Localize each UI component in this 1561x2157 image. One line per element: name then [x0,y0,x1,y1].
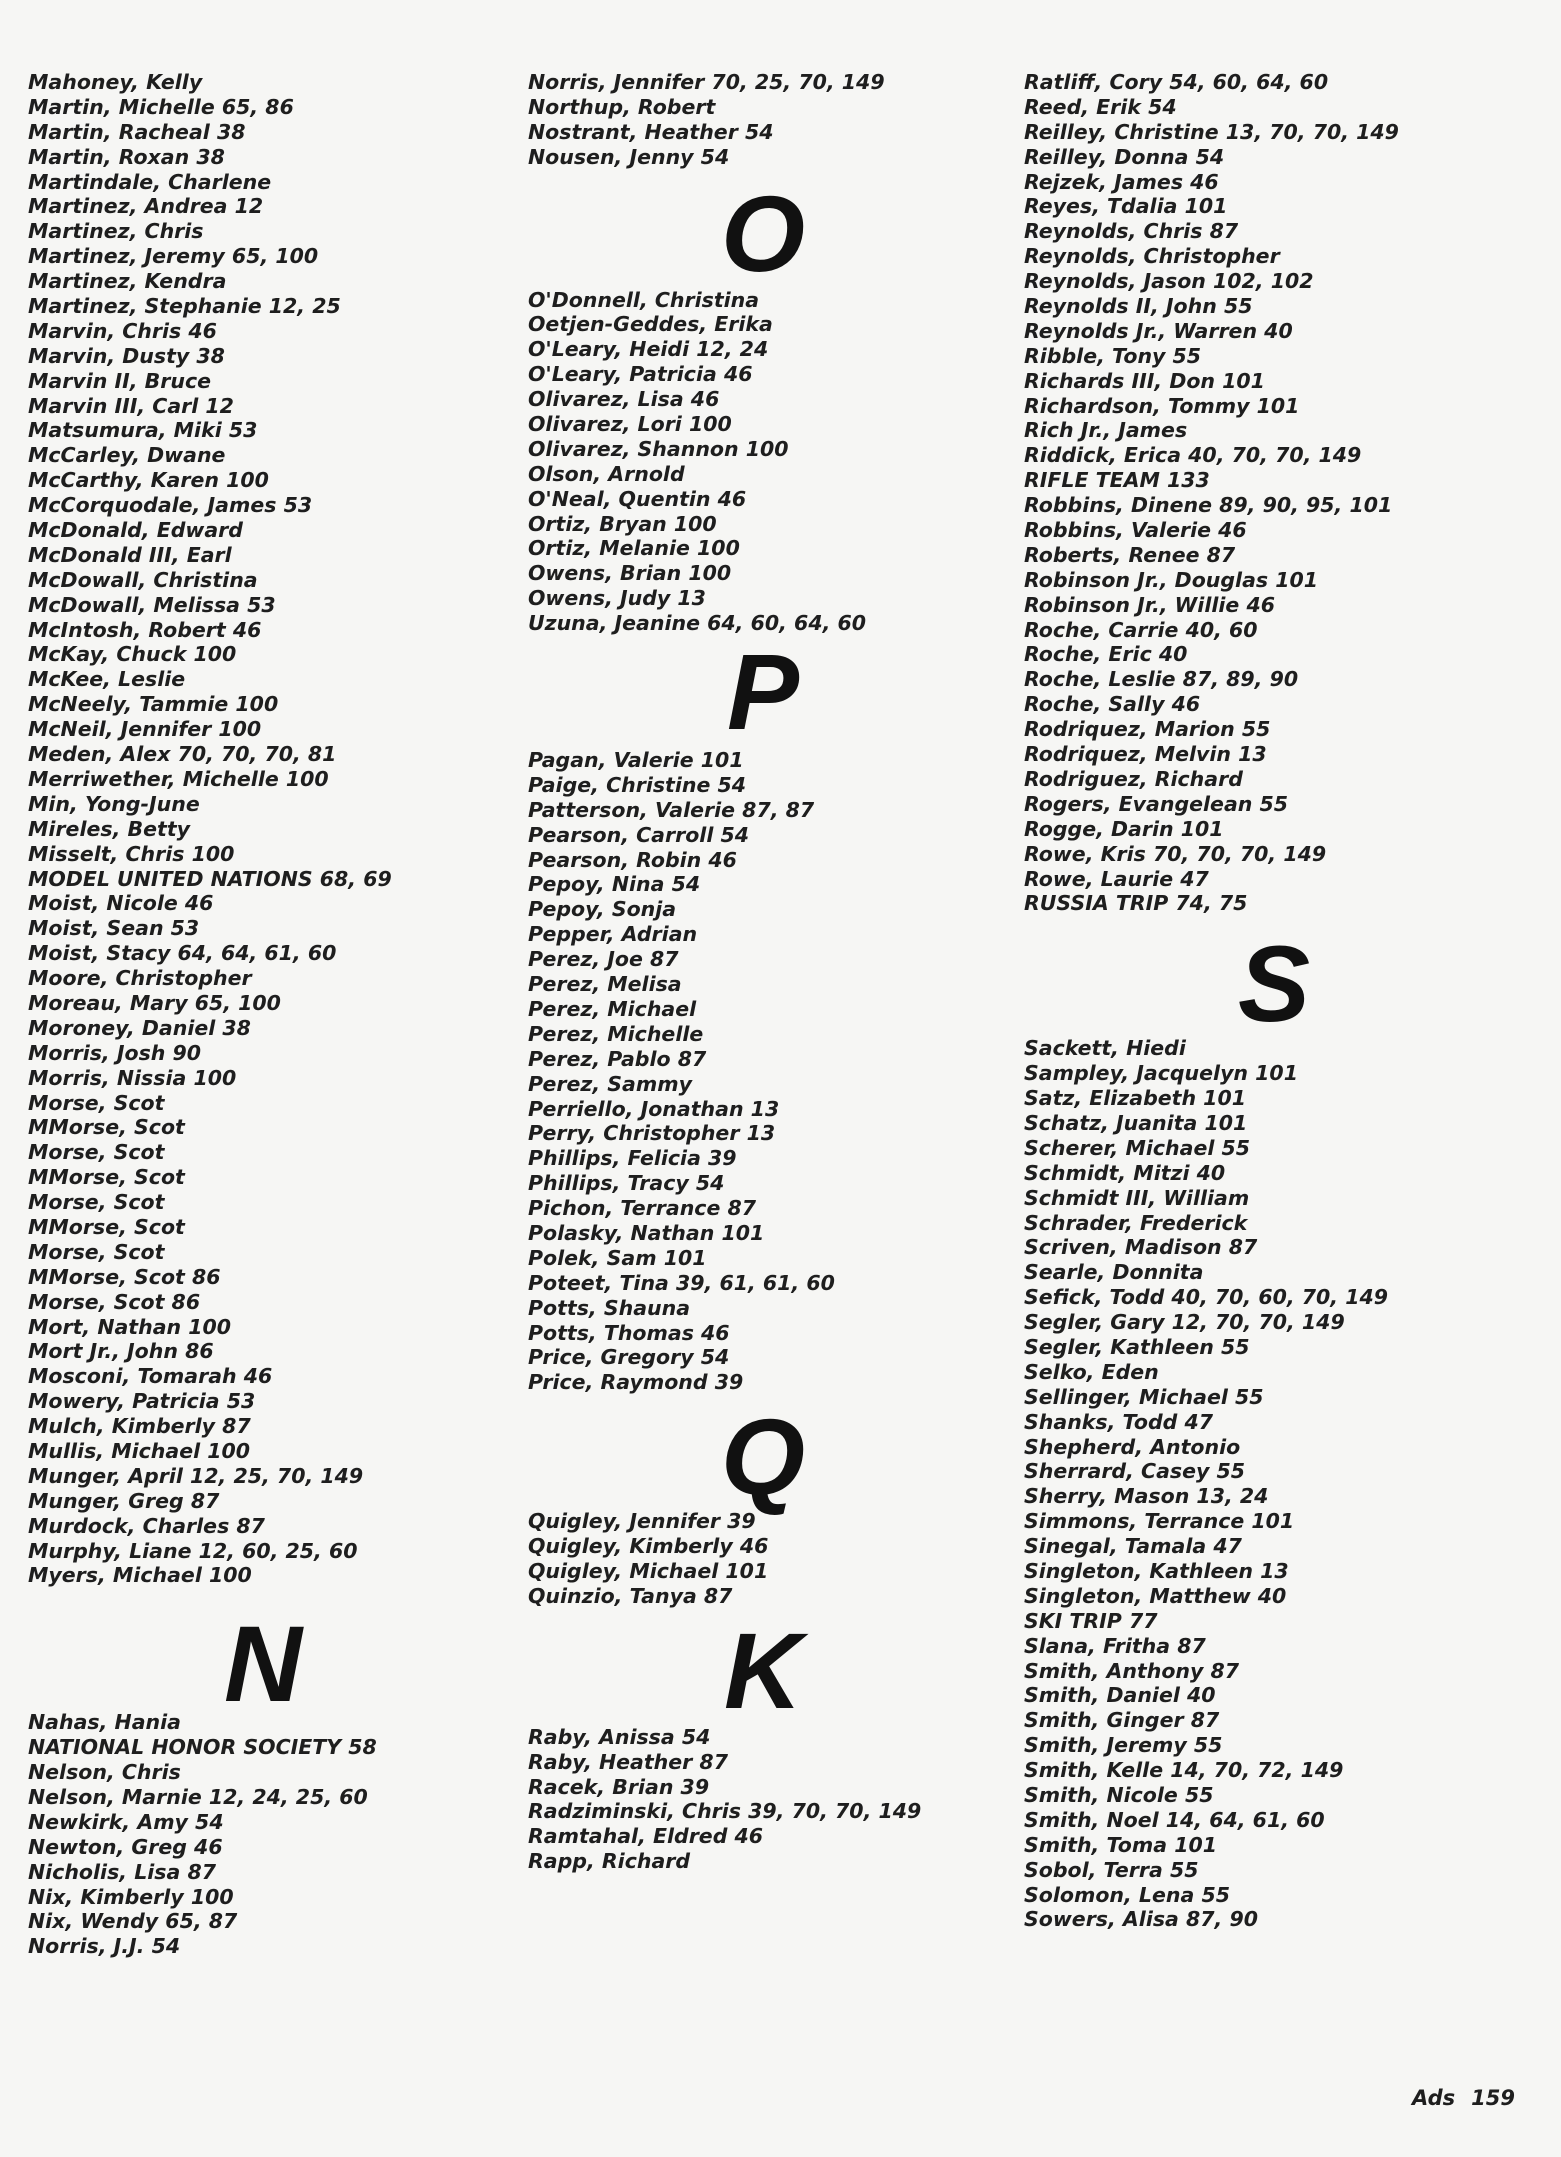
index-entry: Roche, Eric 40 [1024,642,1188,667]
index-entry: Smith, Noel 14, 64, 61, 60 [1024,1807,1325,1832]
index-entry: Pearson, Robin 46 [528,847,737,872]
index-entry: Murdock, Charles 87 [28,1513,265,1538]
index-entry: McKay, Chuck 100 [28,642,237,667]
index-entry: Moist, Stacy 64, 64, 61, 60 [28,941,337,966]
index-entry: Martinez, Andrea 12 [28,194,264,219]
index-entry: Newkirk, Amy 54 [28,1809,224,1834]
index-entry: Pearson, Carroll 54 [528,822,750,847]
index-entry: Reynolds, Chris 87 [1024,219,1239,244]
index-entry: Potts, Thomas 46 [528,1320,730,1345]
index-entry: Mulch, Kimberly 87 [28,1414,251,1439]
section-letter-o: O [720,172,805,294]
index-entry: Reilley, Donna 54 [1024,144,1225,169]
index-entry: Mort Jr., John 86 [28,1339,214,1364]
index-entry: Nelson, Chris [28,1760,181,1785]
index-entry: Rowe, Laurie 47 [1024,866,1209,891]
index-entry: Northup, Robert [528,94,716,119]
index-entry: NATIONAL HONOR SOCIETY 58 [28,1735,377,1760]
index-entry: Richards III, Don 101 [1024,368,1265,393]
index-entry: Martin, Roxan 38 [28,144,225,169]
index-entry: Smith, Anthony 87 [1024,1658,1240,1683]
index-entry: O'Neal, Quentin 46 [528,486,747,511]
index-entry: Perez, Joe 87 [528,947,679,972]
section-letter-p: P [726,631,800,753]
index-entry: MMorse, Scot 86 [28,1264,221,1289]
index-entry: Morse, Scot 86 [28,1289,201,1314]
index-entry: Richardson, Tommy 101 [1024,393,1300,418]
index-entry: Martindale, Charlene [28,169,272,194]
index-entry: Rich Jr., James [1024,418,1188,443]
index-entry: Perez, Pablo 87 [528,1046,707,1071]
index-entry: Shepherd, Antonio [1024,1434,1241,1459]
index-entry: Rejzek, James 46 [1024,169,1219,194]
index-entry: Meden, Alex 70, 70, 70, 81 [28,742,337,767]
index-entry: Sellinger, Michael 55 [1024,1384,1264,1409]
index-entry: Mowery, Patricia 53 [28,1389,256,1414]
index-entry: Pepoy, Nina 54 [528,872,701,897]
index-entry: Perriello, Jonathan 13 [528,1096,780,1121]
index-entry: Olson, Arnold [528,461,685,486]
index-entry: Newton, Greg 46 [28,1834,223,1859]
index-entry: Perez, Michelle [528,1021,704,1046]
index-entry: Smith, Nicole 55 [1024,1783,1214,1807]
index-entry: Ribble, Tony 55 [1024,343,1202,368]
index-entry: Smith, Jeremy 55 [1024,1733,1223,1758]
index-entry: Perry, Christopher 13 [528,1121,776,1146]
index-entry: Sherrard, Casey 55 [1024,1459,1246,1484]
index-entry: Singleton, Matthew 40 [1024,1583,1287,1608]
index-entry: McNeil, Jennifer 100 [28,717,262,742]
index-entry: Munger, April 12, 25, 70, 149 [28,1463,364,1488]
index-entry: Sinegal, Tamala 47 [1024,1534,1242,1559]
index-entry: Reynolds, Christopher [1024,244,1280,269]
index-entry: Reilley, Christine 13, 70, 70, 149 [1024,119,1399,144]
index-entry: Merriwether, Michelle 100 [28,766,329,791]
index-entry: Oetjen-Geddes, Erika [528,312,773,337]
index-entry: Nousen, Jenny 54 [528,144,730,169]
index-entry: Reynolds II, John 55 [1024,294,1253,319]
index-entry: Moist, Sean 53 [28,916,200,941]
index-column-3 [1024,70,1524,1932]
index-entry: Rowe, Kris 70, 70, 70, 149 [1024,841,1327,866]
index-entry: Polasky, Nathan 101 [528,1220,765,1245]
index-entry: Mort, Nathan 100 [28,1314,232,1339]
index-entry: Nahas, Hania [28,1710,181,1735]
index-entry: Selko, Eden [1024,1359,1159,1384]
index-entry: McDonald, Edward [28,518,243,543]
index-entry: Owens, Judy 13 [528,586,706,611]
index-entry: Min, Yong-June [28,791,200,816]
index-entry: Marvin III, Carl 12 [28,393,234,418]
index-entry: Satz, Elizabeth 101 [1024,1086,1246,1111]
index-entry: Pichon, Terrance 87 [528,1196,757,1221]
index-entry: Scherer, Michael 55 [1024,1135,1251,1160]
index-entry: Phillips, Felicia 39 [528,1146,737,1171]
index-entry: Reynolds Jr., Warren 40 [1024,318,1293,343]
index-entry: McKee, Leslie [28,667,186,692]
index-entry: Moist, Nicole 46 [28,891,214,916]
index-entry: Morse, Scot [28,1239,165,1264]
index-entry: Nostrant, Heather 54 [528,119,774,144]
section-letter-n: N [224,1603,302,1725]
index-entry: McIntosh, Robert 46 [28,617,262,642]
index-entry: Smith, Kelle 14, 70, 72, 149 [1024,1758,1344,1783]
index-entry: O'Leary, Patricia 46 [528,362,753,387]
index-entry: MMorse, Scot [28,1115,185,1140]
index-entry: Rodriquez, Melvin 13 [1024,742,1267,767]
index-entry: McCarley, Dwane [28,443,226,468]
index-entry: McCorquodale, James 53 [28,493,313,518]
index-column-1 [28,70,498,1959]
index-entry: Smith, Toma 101 [1024,1832,1218,1857]
index-entry: Patterson, Valerie 87, 87 [528,797,815,822]
index-entry: Schmidt, Mitzi 40 [1024,1160,1226,1185]
index-entry: Owens, Brian 100 [528,561,732,586]
index-entry: Perez, Sammy [528,1071,692,1096]
index-entry: Riddick, Erica 40, 70, 70, 149 [1024,443,1362,468]
index-entry: Mahoney, Kelly [28,70,203,94]
index-entry: Ortiz, Bryan 100 [528,511,717,536]
index-entry: Martinez, Stephanie 12, 25 [28,294,341,319]
index-entry: Roche, Leslie 87, 89, 90 [1024,667,1299,692]
index-entry: Munger, Greg 87 [28,1488,220,1513]
index-entry: MODEL UNITED NATIONS 68, 69 [28,866,392,891]
page-number: 159 [1471,2086,1515,2110]
index-entry: RIFLE TEAM 133 [1024,468,1210,493]
index-entry: Marvin, Chris 46 [28,318,217,343]
index-entry: MMorse, Scot [28,1214,185,1239]
section-letter-q: Q [720,1396,805,1518]
index-entry: Singleton, Kathleen 13 [1024,1558,1289,1583]
index-entry: Marvin II, Bruce [28,368,212,393]
index-entry: Nelson, Marnie 12, 24, 25, 60 [28,1785,368,1809]
index-entry: Racek, Brian 39 [528,1774,710,1799]
index-entry: McDowall, Christina [28,567,258,592]
index-entry: Roche, Sally 46 [1024,692,1201,717]
index-entry: SKI TRIP 77 [1024,1608,1158,1633]
index-entry: Martinez, Chris [28,219,204,244]
index-entry: Robbins, Valerie 46 [1024,518,1247,543]
index-entry: Martinez, Jeremy 65, 100 [28,244,319,269]
index-entry: Price, Gregory 54 [528,1345,730,1370]
index-entry: Perez, Melisa [528,972,682,997]
index-entry: Ramtahal, Eldred 46 [528,1824,764,1849]
index-entry: Polek, Sam 101 [528,1245,707,1270]
index-entry: Segler, Kathleen 55 [1024,1334,1250,1359]
index-entry: Morse, Scot [28,1190,165,1215]
index-entry: Nicholis, Lisa 87 [28,1859,216,1884]
index-entry: Ortiz, Melanie 100 [528,536,740,561]
index-entry: Morse, Scot [28,1140,165,1165]
index-entry: Nix, Kimberly 100 [28,1884,234,1909]
index-entry: Pepper, Adrian [528,922,698,947]
index-entry: O'Donnell, Christina [528,287,760,312]
index-entry: Morris, Josh 90 [28,1040,202,1065]
index-entry: Simmons, Terrance 101 [1024,1509,1295,1534]
index-entry: Olivarez, Shannon 100 [528,436,789,461]
index-entry: Moore, Christopher [28,966,252,991]
section-letter-s: S [1237,923,1311,1045]
index-entry: RUSSIA TRIP 74, 75 [1024,891,1248,916]
index-entry: McDonald III, Earl [28,542,232,567]
index-entry: Reynolds, Jason 102, 102 [1024,269,1314,294]
section-letter-k: K [724,1609,802,1731]
index-entry: Mosconi, Tomarah 46 [28,1364,273,1389]
index-entry: Radziminski, Chris 39, 70, 70, 149 [528,1799,922,1824]
index-entry: MMorse, Scot [28,1165,185,1190]
index-entry: Quinzio, Tanya 87 [528,1583,733,1608]
index-entry: Sampley, Jacquelyn 101 [1024,1061,1298,1086]
index-entry: Norris, Jennifer 70, 25, 70, 149 [528,70,885,94]
index-entry: Perez, Michael [528,996,697,1021]
index-entry: Smith, Daniel 40 [1024,1683,1216,1708]
index-entry: Quigley, Michael 101 [528,1558,769,1583]
index-entry: Murphy, Liane 12, 60, 25, 60 [28,1538,358,1563]
index-entry: Potts, Shauna [528,1295,691,1320]
index-entry: Morse, Scot [28,1090,165,1115]
index-entry: Martinez, Kendra [28,269,227,294]
index-entry: Poteet, Tina 39, 61, 61, 60 [528,1270,835,1295]
index-entry: Paige, Christine 54 [528,772,747,797]
index-entry: Roche, Carrie 40, 60 [1024,617,1258,642]
index-entry: Robinson Jr., Douglas 101 [1024,567,1319,592]
index-entry: Marvin, Dusty 38 [28,343,225,368]
index-entry: Raby, Anissa 54 [528,1724,711,1749]
index-entry: Robinson Jr., Willie 46 [1024,592,1275,617]
index-entry: Martin, Racheal 38 [28,119,246,144]
index-entry: Moreau, Mary 65, 100 [28,990,281,1015]
index-entry: Schmidt III, William [1024,1185,1250,1210]
index-entry: Schatz, Juanita 101 [1024,1110,1248,1135]
index-entry: Matsumura, Miki 53 [28,418,258,443]
index-entry: Ratliff, Cory 54, 60, 64, 60 [1024,70,1329,94]
index-entry: Sefick, Todd 40, 70, 60, 70, 149 [1024,1285,1389,1310]
index-entry: Scriven, Madison 87 [1024,1235,1258,1260]
index-entry: Raby, Heather 87 [528,1749,728,1774]
index-entry: Moroney, Daniel 38 [28,1015,251,1040]
index-entry: Norris, J.J. 54 [28,1934,181,1959]
index-entry: McNeely, Tammie 100 [28,692,279,717]
index-entry: Sherry, Mason 13, 24 [1024,1484,1269,1509]
index-entry: Slana, Fritha 87 [1024,1633,1206,1658]
index-entry: Rogers, Evangelean 55 [1024,791,1289,816]
index-entry: O'Leary, Heidi 12, 24 [528,337,769,362]
index-entry: Roberts, Renee 87 [1024,542,1236,567]
index-entry: Searle, Donnita [1024,1260,1204,1285]
index-entry: Sobol, Terra 55 [1024,1857,1199,1882]
index-entry: Mullis, Michael 100 [28,1438,251,1463]
index-entry: Rodriguez, Richard [1024,766,1243,791]
page-footer [1412,2086,1515,2110]
index-entry: Rogge, Darin 101 [1024,816,1224,841]
index-entry: McDowall, Melissa 53 [28,592,276,617]
footer-section-label: Ads [1412,2086,1456,2110]
index-entry: Olivarez, Lori 100 [528,412,732,437]
index-entry: Pagan, Valerie 101 [528,748,744,773]
index-entry: Martin, Michelle 65, 86 [28,94,294,119]
index-entry: Smith, Ginger 87 [1024,1708,1220,1733]
index-entry: Reyes, Tdalia 101 [1024,194,1228,219]
index-entry: Misselt, Chris 100 [28,841,235,866]
index-entry: Price, Raymond 39 [528,1370,744,1395]
index-entry: Sowers, Alisa 87, 90 [1024,1907,1258,1932]
index-entry: Schrader, Frederick [1024,1210,1248,1235]
index-entry: Morris, Nissia 100 [28,1065,237,1090]
index-entry: Rodriquez, Marion 55 [1024,717,1271,742]
index-entry: Segler, Gary 12, 70, 70, 149 [1024,1310,1345,1335]
index-entry: Robbins, Dinene 89, 90, 95, 101 [1024,493,1393,518]
index-column-2 [528,70,998,1874]
index-entry: Quigley, Kimberly 46 [528,1534,769,1559]
index-entry: Quigley, Jennifer 39 [528,1509,756,1534]
index-entry: Pepoy, Sonja [528,897,677,922]
index-entry: Reed, Erik 54 [1024,94,1177,119]
index-entry: Mireles, Betty [28,816,190,841]
index-entry: Nix, Wendy 65, 87 [28,1909,238,1934]
index-entry: Olivarez, Lisa 46 [528,387,720,412]
index-entry: McCarthy, Karen 100 [28,468,269,493]
index-entry: Uzuna, Jeanine 64, 60, 64, 60 [528,611,867,636]
index-entry: Sackett, Hiedi [1024,1036,1186,1061]
index-entry: Rapp, Richard [528,1849,691,1874]
index-entry: Solomon, Lena 55 [1024,1882,1230,1907]
index-entry: Myers, Michael 100 [28,1563,252,1588]
index-entry: Shanks, Todd 47 [1024,1409,1213,1434]
index-entry: Phillips, Tracy 54 [528,1171,725,1196]
